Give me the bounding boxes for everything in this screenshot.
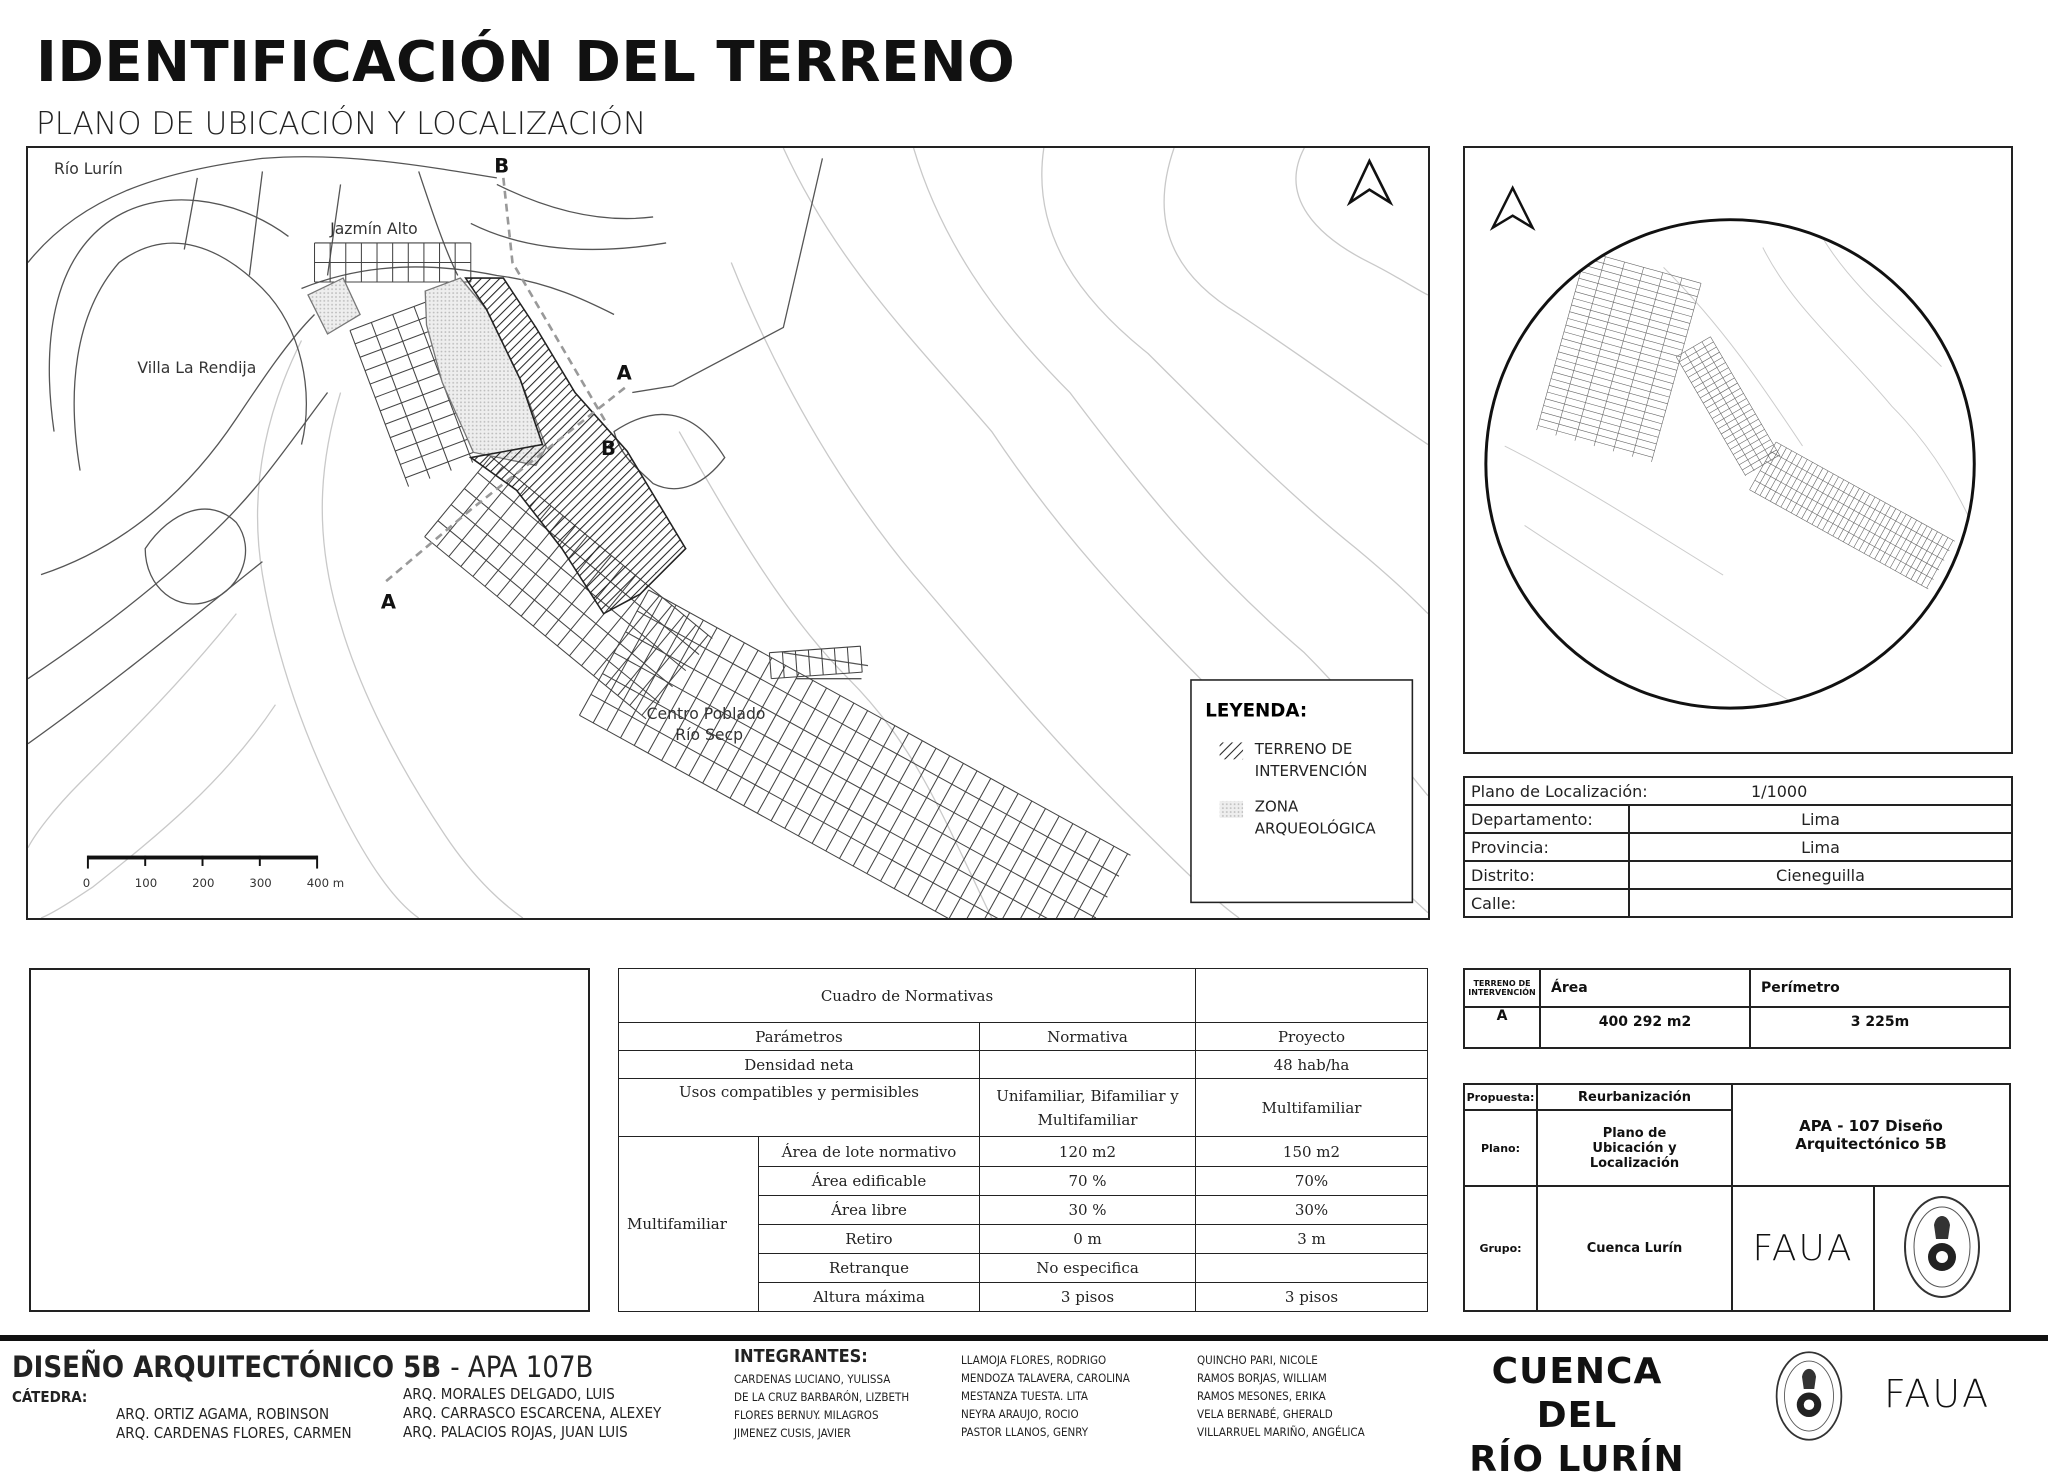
course-title: APA - 107 Diseño Arquitectónico 5B	[1732, 1084, 2010, 1186]
lot-line	[1750, 442, 1777, 490]
course-code: - APA 107B	[450, 1350, 594, 1384]
project-line: CUENCA DEL	[1491, 1351, 1663, 1436]
value-cell: 48 hab/ha	[1196, 1051, 1428, 1079]
catedra-col1	[116, 1405, 352, 1443]
row-label: Plano de Localización:	[1471, 781, 1648, 801]
member-name: MESTANZA TUESTA. LITA	[961, 1389, 1088, 1403]
lot-line	[1911, 532, 1938, 580]
lot-line	[1802, 471, 1829, 519]
member-name: JIMENEZ CUSIS, JAVIER	[734, 1426, 851, 1440]
member-name: CARDENAS LUCIANO, YULISSA	[734, 1372, 891, 1386]
terrain-id: A	[1464, 1007, 1540, 1048]
lot-line	[437, 466, 503, 546]
member-name: VELA BERNABÉ, GHERALD	[1197, 1407, 1333, 1421]
lot-line	[1828, 485, 1855, 533]
scale-tick: 400 m	[306, 875, 345, 890]
lot-line	[1885, 517, 1912, 565]
lot-line	[1895, 523, 1922, 571]
group-value: Cuenca Lurín	[1537, 1186, 1732, 1311]
street-line	[591, 694, 1073, 918]
catedra-col2	[403, 1385, 661, 1442]
faua-logo: FAUA	[1884, 1372, 1991, 1416]
lot-line	[1859, 503, 1886, 551]
university-seal-icon	[1902, 1195, 1982, 1299]
value-cell	[980, 1079, 1196, 1137]
surrounding-streets	[28, 154, 868, 744]
lot-line	[1921, 537, 1948, 585]
lot-line	[1843, 494, 1870, 542]
legend	[1191, 680, 1412, 902]
member-name: PASTOR LLANOS, GENRY	[961, 1425, 1089, 1439]
header-cell: Proyecto	[1196, 1023, 1428, 1051]
lot-line	[461, 486, 527, 566]
row-value	[1629, 889, 2012, 917]
row-value: Lima	[1629, 833, 2012, 861]
teacher-name: ARQ. MORALES DELGADO, LUIS	[403, 1385, 615, 1403]
faua-logo-text: FAUA	[1752, 1228, 1854, 1269]
value-cell	[1196, 1253, 1428, 1282]
uni-seal	[1874, 1186, 2010, 1311]
lot-line	[1864, 506, 1891, 554]
plan-label: Plano:	[1464, 1110, 1537, 1186]
row-label: Provincia:	[1464, 833, 1629, 861]
value-cell	[980, 1051, 1196, 1079]
param-cell: Retranque	[759, 1253, 980, 1282]
street-line	[1693, 347, 1762, 466]
integrantes-col3	[1197, 1351, 1365, 1441]
label-rio-secp: Río Secp	[675, 725, 744, 744]
empty-panel	[29, 968, 590, 1312]
proposal-label: Propuesta:	[1464, 1084, 1537, 1110]
param-cell: Retiro	[759, 1224, 980, 1253]
value-cell: 0 m	[980, 1224, 1196, 1253]
lot-line	[1916, 535, 1943, 583]
lot-line	[1765, 451, 1792, 499]
section-mark-b: B	[494, 154, 510, 178]
legend-label: TERRENO DE	[1254, 740, 1353, 759]
member-name: FLORES BERNUY. MILAGROS	[734, 1408, 879, 1422]
param-cell: Densidad neta	[619, 1051, 980, 1079]
lot-line	[1786, 462, 1813, 510]
lot-line	[1791, 465, 1818, 513]
value-cell: 3 m	[1196, 1224, 1428, 1253]
street-line	[1755, 480, 1934, 579]
lot-line	[1927, 540, 1954, 588]
street-line	[769, 646, 860, 653]
legend-label: ARQUEOLÓGICA	[1254, 819, 1376, 838]
lot-line	[473, 496, 539, 576]
legend-label: ZONA	[1254, 797, 1299, 816]
row-value: 1/1000	[1751, 781, 1808, 801]
page-subtitle: PLANO DE UBICACIÓN Y LOCALIZACIÓN	[36, 106, 647, 142]
scale-tick: 300	[249, 875, 272, 890]
row-value: Cieneguilla	[1629, 861, 2012, 889]
locator-contours	[1505, 238, 1982, 752]
lot-line	[1770, 454, 1797, 502]
lot-line	[1848, 497, 1875, 545]
lot-line	[1755, 445, 1782, 493]
locator-street-grid	[1537, 251, 1955, 589]
row-value: Lima	[1629, 805, 2012, 833]
footer-course	[12, 1350, 593, 1384]
catedra-label: CÁTEDRA:	[12, 1388, 88, 1406]
value-line: Unifamiliar, Bifamiliar y	[996, 1086, 1179, 1105]
page-title: IDENTIFICACIÓN DEL TERRENO	[36, 30, 1016, 95]
integrantes-col1	[734, 1370, 909, 1442]
header-cell: Normativa	[980, 1023, 1196, 1051]
lot-line	[963, 801, 1032, 918]
header-cell: Perímetro	[1750, 969, 2010, 1007]
header-cell: Área	[1540, 969, 1750, 1007]
terrain-table	[1463, 968, 2011, 1049]
value-cell: 150 m2	[1196, 1137, 1428, 1166]
lot-line	[976, 809, 1045, 918]
lot-line	[1776, 456, 1803, 504]
lot-line	[821, 649, 823, 675]
scale-bar	[83, 856, 344, 890]
value-cell: 3 pisos	[1196, 1282, 1428, 1311]
street-line	[1760, 471, 1939, 570]
course-name: DISEÑO ARQUITECTÓNICO 5B	[12, 1350, 442, 1384]
value-cell: 30%	[1196, 1195, 1428, 1224]
map-canvas	[28, 148, 1428, 918]
lot-line	[847, 647, 849, 673]
member-name: MENDOZA TALAVERA, CAROLINA	[961, 1371, 1130, 1385]
lot-line	[1796, 468, 1823, 516]
param-cell: Área de lote normativo	[759, 1137, 980, 1166]
lot-line	[1822, 483, 1849, 531]
header-cell: Parámetros	[619, 1023, 980, 1051]
label-rio-lurin: Río Lurín	[54, 160, 123, 179]
member-name: DE LA CRUZ BARBARÓN, LIZBETH	[734, 1390, 910, 1404]
group-cell: Multifamiliar	[619, 1137, 759, 1312]
scale-tick: 0	[82, 875, 91, 890]
row-label: Distrito:	[1464, 861, 1629, 889]
lot-line	[1901, 526, 1928, 574]
teacher-name: ARQ. PALACIOS ROJAS, JUAN LUIS	[403, 1423, 628, 1441]
locator-map	[1463, 146, 2013, 754]
value-cell: 3 pisos	[980, 1282, 1196, 1311]
value-cell: 70%	[1196, 1166, 1428, 1195]
value-cell: 30 %	[980, 1195, 1196, 1224]
north-arrow-icon	[1493, 188, 1533, 228]
lot-line	[1760, 448, 1787, 496]
locator-circle	[1486, 220, 1974, 708]
terrain-area: 400 292 m2	[1540, 1007, 1750, 1048]
lot-line	[1880, 514, 1907, 562]
street-line	[1750, 490, 1929, 589]
lot-line	[860, 646, 862, 672]
lot-line	[1838, 491, 1865, 539]
lot-line	[1890, 520, 1917, 568]
location-table	[1463, 776, 2013, 918]
lot-line	[1875, 511, 1902, 559]
lot-line	[1869, 509, 1896, 557]
member-name: QUINCHO PARI, NICOLE	[1197, 1353, 1318, 1367]
lot-line	[1906, 529, 1933, 577]
value-cell: No especifica	[980, 1253, 1196, 1282]
member-name: RAMOS BORJAS, WILLIAM	[1197, 1371, 1327, 1385]
member-name: RAMOS MESONES, ERIKA	[1197, 1389, 1326, 1403]
location-map	[26, 146, 1430, 920]
location-row	[1464, 777, 2012, 805]
integrantes-label: INTEGRANTES:	[734, 1346, 868, 1367]
lot-line	[1833, 488, 1860, 536]
street-line	[771, 672, 862, 679]
scale-tick: 200	[192, 875, 215, 890]
teacher-name: ARQ. ORTIZ AGAMA, ROBINSON	[116, 1405, 330, 1423]
section-mark-b: B	[601, 436, 616, 460]
section-mark-a: A	[616, 361, 632, 385]
proposal-value: Reurbanización	[1537, 1084, 1732, 1110]
member-name: NEYRA ARAUJO, ROCIO	[961, 1407, 1079, 1421]
param-cell: Altura máxima	[759, 1282, 980, 1311]
lot-line	[449, 476, 515, 556]
terrain-perimeter: 3 225m	[1750, 1007, 2010, 1048]
lot-line	[1781, 459, 1808, 507]
street-line	[1710, 337, 1779, 456]
value-line: Multifamiliar	[1037, 1110, 1138, 1129]
legend-title: LEYENDA:	[1205, 700, 1308, 722]
lot-line	[425, 456, 491, 536]
hatch-light-icon	[1220, 801, 1243, 818]
hatch-dark-icon	[1220, 742, 1243, 759]
param-cell: Área edificable	[759, 1166, 980, 1195]
archaeological-zone-small	[308, 278, 360, 334]
member-name: VILLARRUEL MARIÑO, ANGÉLICA	[1197, 1425, 1365, 1439]
group-label: Grupo:	[1464, 1186, 1537, 1311]
faua-logo	[1732, 1186, 1874, 1311]
label-centro-poblado: Centro Poblado	[646, 705, 766, 723]
street-line	[1685, 352, 1754, 471]
value-cell: 120 m2	[980, 1137, 1196, 1166]
label-jazmin-alto: Jazmín Alto	[330, 219, 418, 238]
lot-line	[1817, 480, 1844, 528]
lot-line	[1031, 839, 1100, 918]
member-name: LLAMOJA FLORES, RODRIGO	[961, 1353, 1107, 1367]
row-label: Calle:	[1464, 889, 1629, 917]
lot-line	[1812, 477, 1839, 525]
label-villa-la-rendija: Villa La Rendija	[137, 359, 257, 378]
street-line	[614, 653, 1096, 918]
lot-line	[1807, 474, 1834, 522]
street-line	[1702, 342, 1771, 461]
street-line	[350, 330, 409, 486]
project-name	[1452, 1350, 1702, 1482]
param-cell: Área libre	[759, 1195, 980, 1224]
plan-value: Plano de Ubicación y Localización	[1537, 1110, 1732, 1186]
section-mark-a: A	[380, 590, 397, 614]
proposal-table	[1463, 1083, 2011, 1312]
lot-line	[1004, 824, 1073, 918]
teacher-name: ARQ. CARRASCO ESCARCENA, ALEXEY	[403, 1404, 662, 1422]
street-line	[371, 322, 430, 478]
street-line	[1676, 357, 1745, 476]
normativas-table	[618, 968, 1428, 1312]
integrantes-col2	[961, 1351, 1130, 1441]
scale-tick: 100	[134, 875, 158, 890]
university-seal-icon	[1774, 1350, 1844, 1442]
legend-label: INTERVENCIÓN	[1254, 762, 1368, 781]
north-arrow-icon	[1350, 161, 1390, 203]
lot-line	[1854, 500, 1881, 548]
param-cell: Usos compatibles y permisibles	[619, 1079, 980, 1137]
row-label: Departamento:	[1464, 805, 1629, 833]
teacher-name: ARQ. CARDENAS FLORES, CARMEN	[116, 1424, 352, 1442]
table-title: Cuadro de Normativas	[619, 969, 1196, 1023]
header-cell: TERRENO DE INTERVENCIÓN	[1464, 969, 1540, 1007]
footer-divider	[0, 1335, 2048, 1341]
project-line: RÍO LURÍN	[1469, 1439, 1685, 1480]
street-line	[626, 632, 1108, 897]
lot-line	[808, 650, 810, 676]
value-cell: Multifamiliar	[1196, 1079, 1428, 1137]
empty-cell	[1196, 969, 1428, 1023]
value-cell: 70 %	[980, 1166, 1196, 1195]
